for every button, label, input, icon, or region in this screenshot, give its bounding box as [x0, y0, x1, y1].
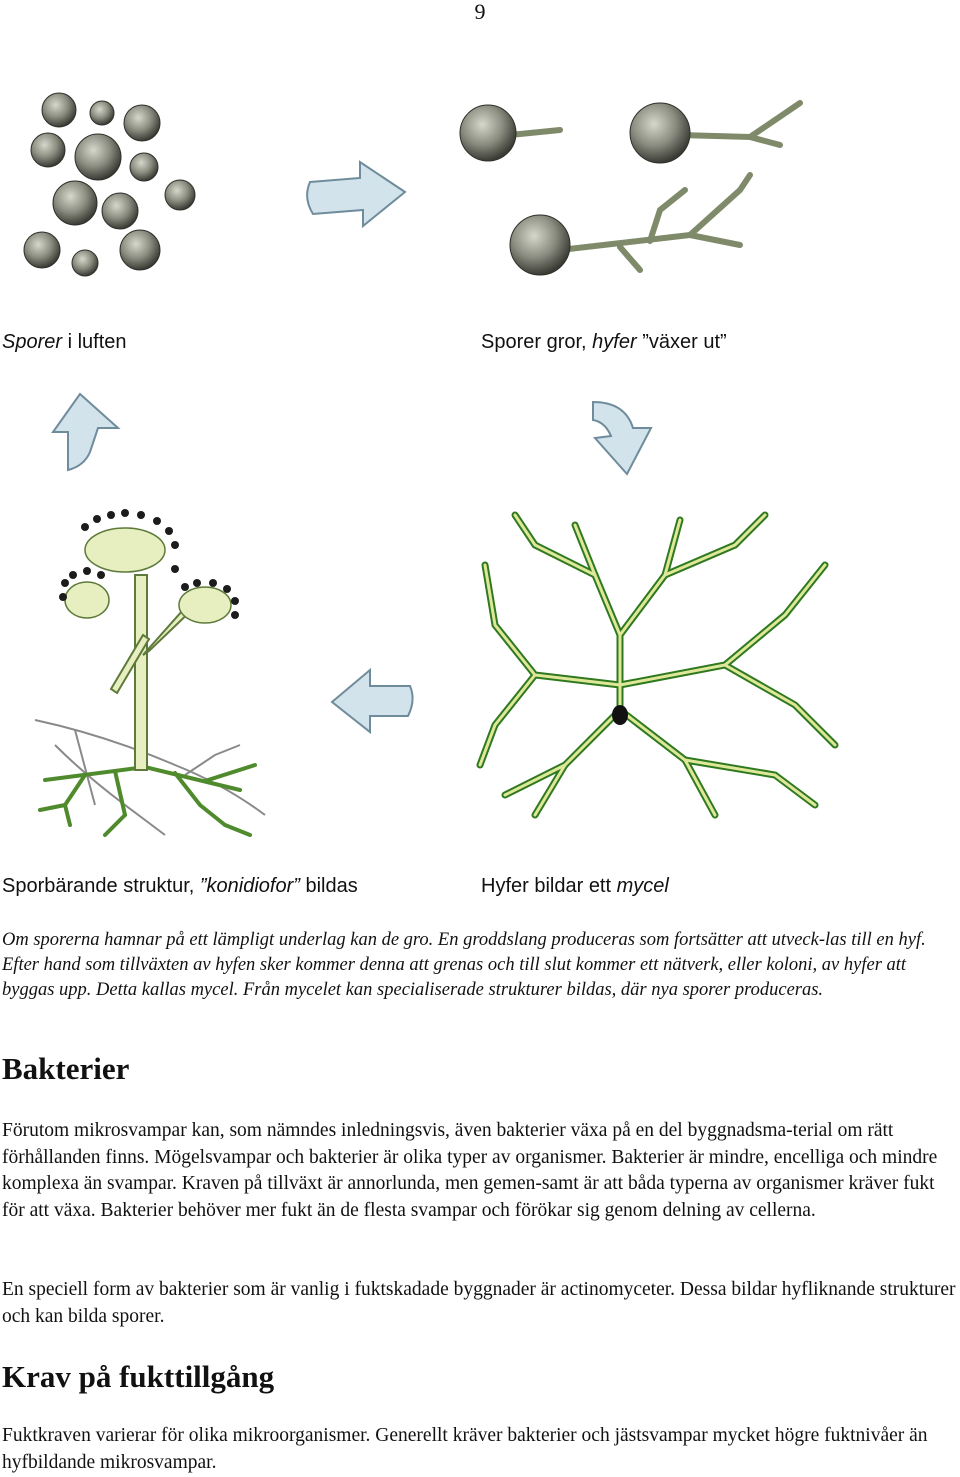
caption-germination: Sporer gror, hyfer ”växer ut”: [481, 331, 727, 353]
bacteria-paragraph-1: Förutom mikrosvampar kan, som nämndes inledningsvis, även bakterier växa på en del byggnadsma-terial om rätt förhållanden finns. Mögelsvampar och bakterier är olika typer av organismer. Bakterier är mindre, encelliga och mindre komplexa än svampar. Kraven på tillväxt är annorlunda, men gemen-samt är att båda typerna av organismer kräver fukt för att växa. Bakterier behöver mer fukt än de flesta svampar och förökar sig genom delning av cellerna.: [2, 1120, 938, 1221]
arrow-up-icon: [50, 392, 125, 472]
arrow-left-icon: [330, 668, 412, 736]
germination-illustration: [450, 95, 840, 295]
arrow-down-icon: [585, 398, 660, 476]
heading-moisture-requirements: Krav på fukttillgång: [2, 1359, 275, 1394]
caption-conidiophore: Sporbärande struktur, ”konidiofor” bildas: [2, 875, 358, 897]
caption-mycelium: Hyfer bildar ett mycel: [481, 875, 669, 897]
page-number: 9: [474, 0, 486, 24]
conidiophore-illustration: [25, 505, 275, 845]
arrow-right-icon: [305, 160, 410, 230]
mycelium-illustration: [475, 505, 850, 830]
intro-paragraph: Om sporerna hamnar på ett lämpligt underlag kan de gro. En groddslang produceras som fortsätter att utveck-las till en hyf. Efter hand som tillväxten av hyfen sker kommer denna att grenas och till slut kommer ett nätverk, eller koloni, av hyfer att byggas upp. Detta kallas mycel. Från mycelet kan specialiserade strukturer bildas, där nya sporer produceras.: [2, 930, 926, 1000]
heading-bacteria: Bakterier: [2, 1051, 130, 1086]
moisture-paragraph: Fuktkraven varierar för olika mikroorganismer. Generellt kräver bakterier och jästsvampar mycket högre fuktnivåer än hyfbildande mikrosvampar.: [2, 1425, 928, 1473]
bacteria-paragraph-2: En speciell form av bakterier som är vanlig i fuktskadade byggnader är actinomyceter. Dessa bildar hyfliknande strukturer och kan bilda sporer.: [2, 1279, 956, 1327]
spores-illustration: [20, 85, 250, 285]
caption-spores-in-air: Sporer i luften: [2, 331, 127, 353]
